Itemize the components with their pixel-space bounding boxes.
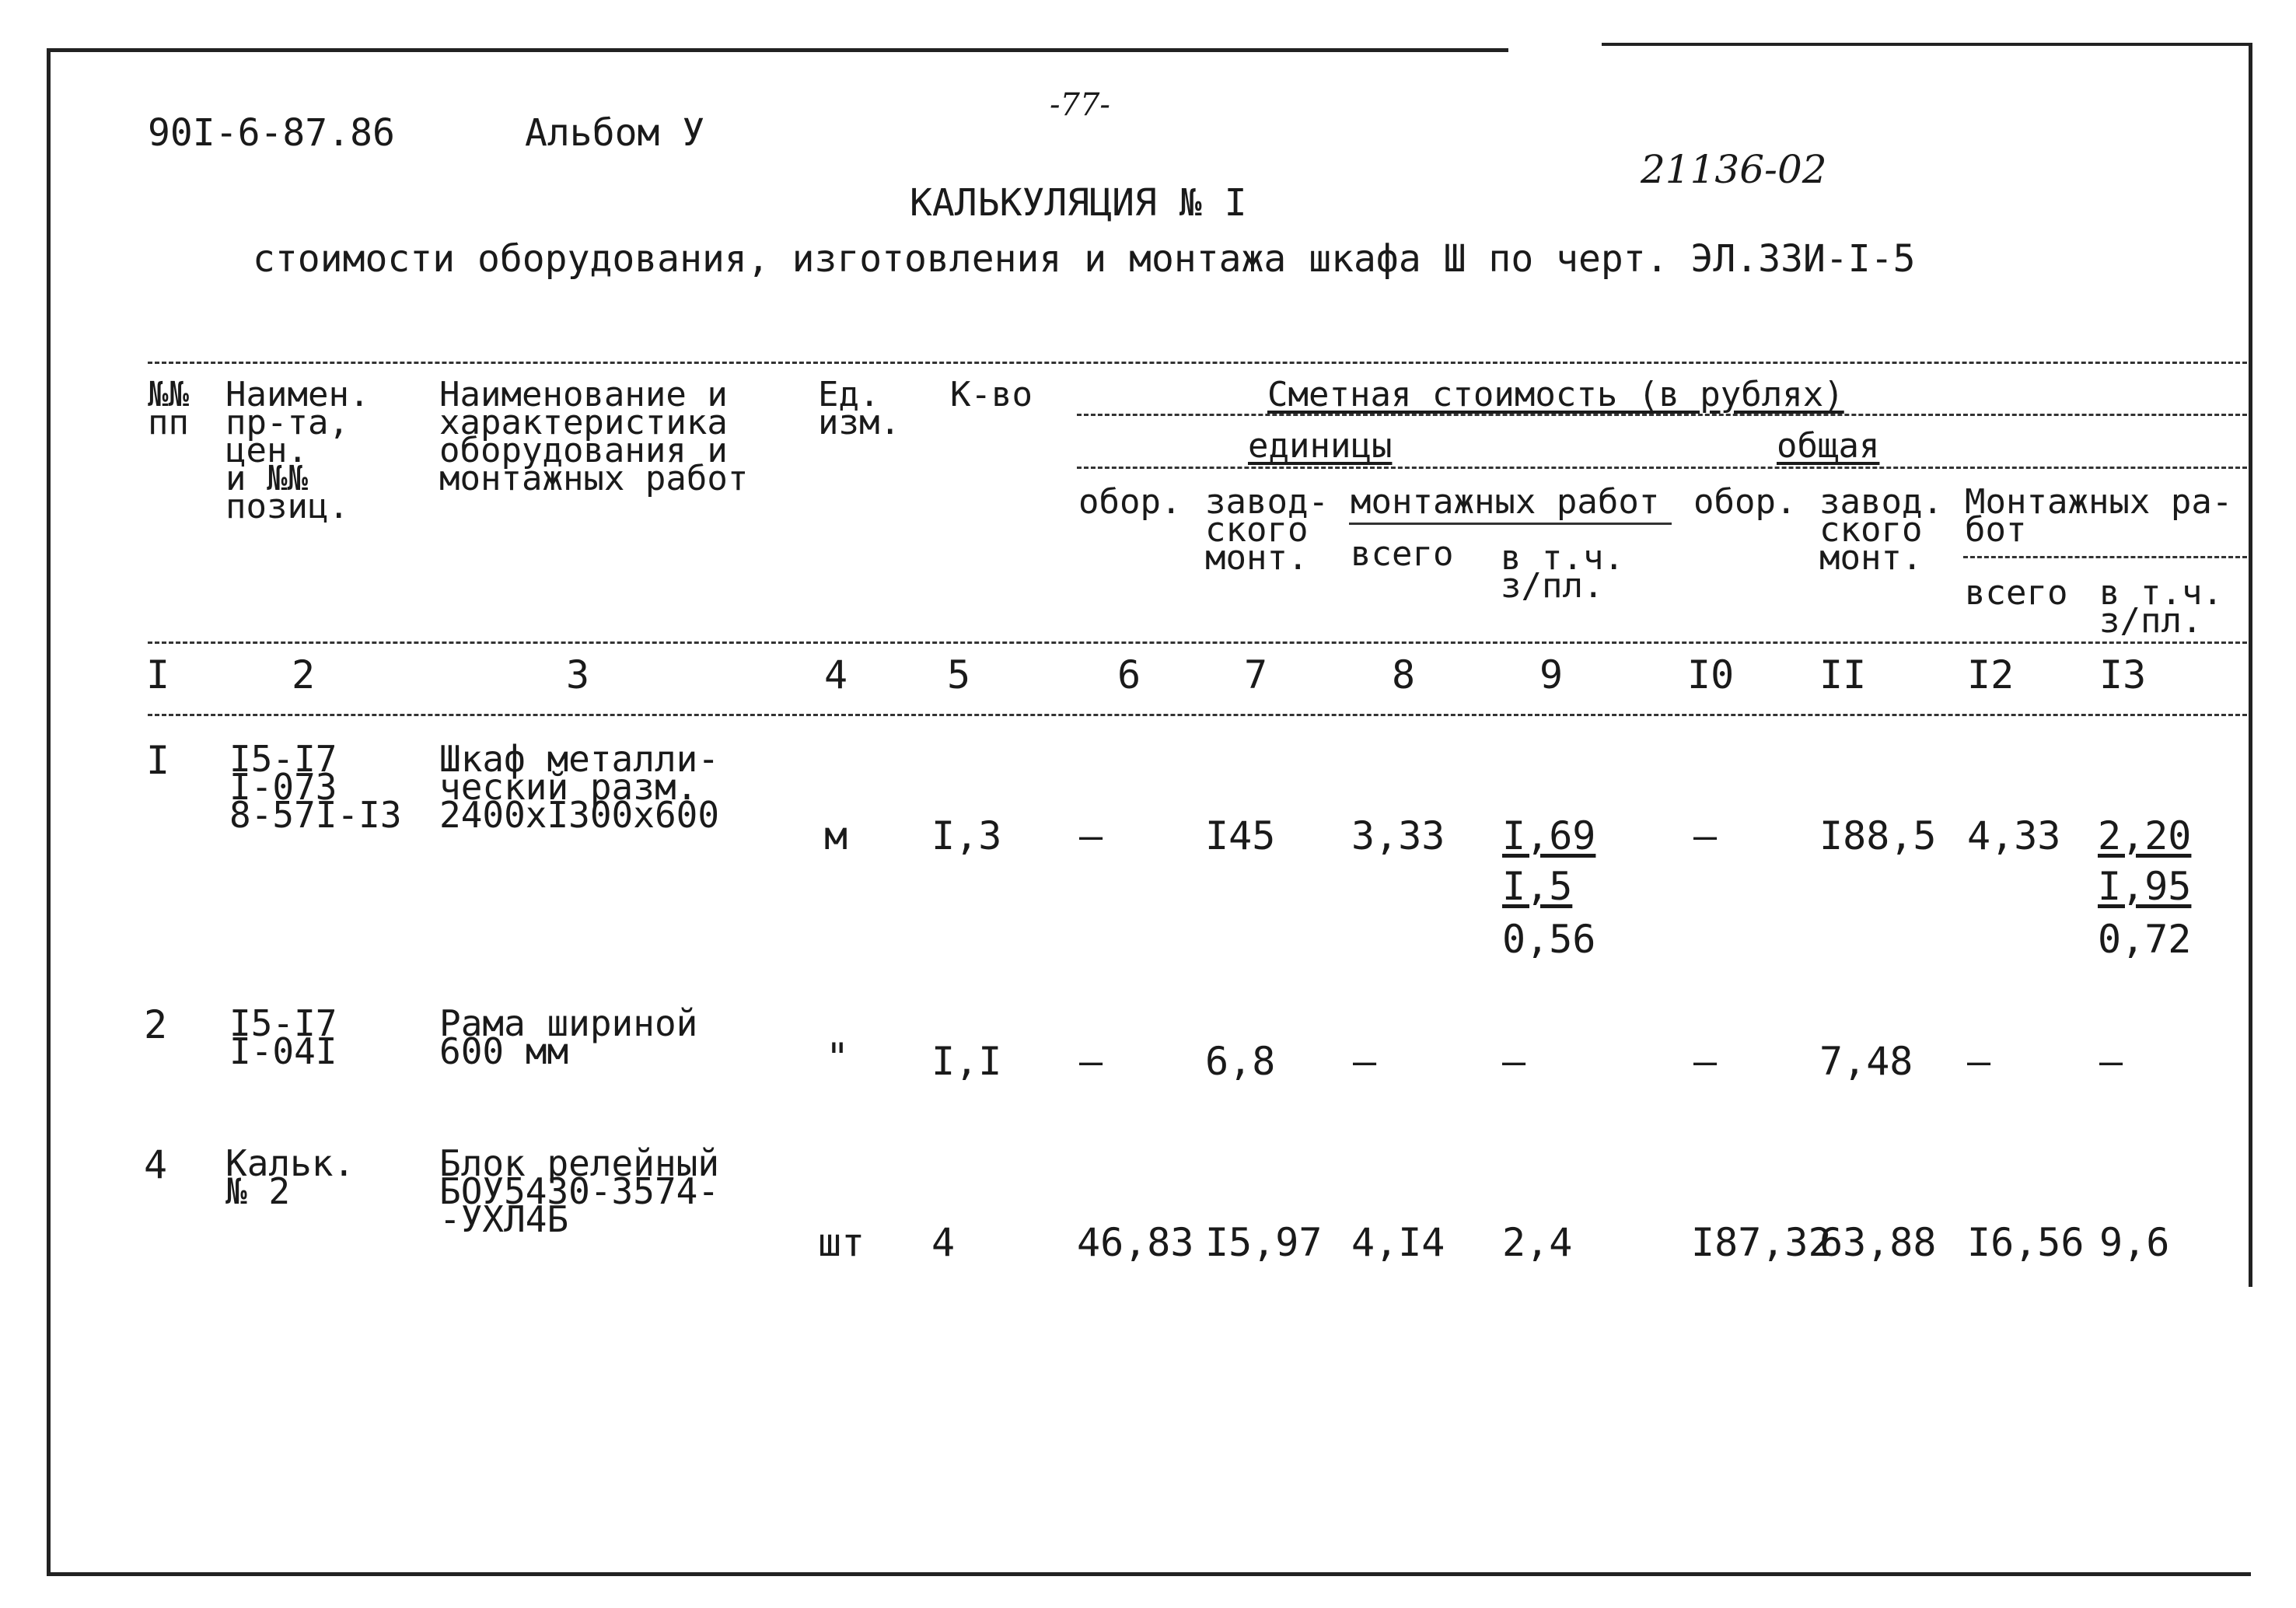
header-mont-total-wage: в т.ч. з/пл. xyxy=(2099,573,2223,641)
column-number: I xyxy=(146,652,170,697)
table-top-rule xyxy=(148,362,2247,364)
row-2-unit: " xyxy=(826,1035,850,1080)
row-2-mont-unit-wage: – xyxy=(1502,1039,1526,1084)
mont-total-rule xyxy=(1963,556,2247,558)
header-mont-unit: монтажных работ xyxy=(1351,482,1660,522)
row-1-mont-total-wage-2: I,95 xyxy=(2098,864,2192,909)
header-equipment-unit: обор. xyxy=(1078,482,1182,522)
column-number: 2 xyxy=(292,652,316,697)
column-number: II xyxy=(1819,652,1867,697)
row-2-mont-total-wage: – xyxy=(2099,1039,2123,1084)
column-number: 3 xyxy=(566,652,590,697)
row-2-mont-unit-total: – xyxy=(1353,1039,1377,1084)
frame-top-border-right xyxy=(1602,43,2251,46)
header-mont-total-a: Монтажных ра- xyxy=(1965,482,2233,522)
row-1-mont-unit-wage-1: I,69 xyxy=(1502,813,1596,858)
header-factory-unit: завод- ского монт. xyxy=(1205,482,1329,578)
row-1-mont-total-wage-3: 0,72 xyxy=(2098,917,2192,962)
row-1-unit: м xyxy=(824,813,848,858)
column-number: 8 xyxy=(1392,652,1416,697)
row-3-factory-unit: I5,97 xyxy=(1205,1220,1323,1265)
header-item-name: Наименование и характеристика оборудования и монтажных работ xyxy=(439,375,749,498)
row-2-number: 2 xyxy=(144,1002,168,1047)
row-1-qty: I,3 xyxy=(931,813,1002,858)
frame-top-border xyxy=(47,48,1508,52)
row-1-equip-total: – xyxy=(1693,813,1718,858)
row-1-name: Шкаф металли- ческий разм. 2400xI300x600 xyxy=(439,738,720,836)
header-mont-unit-wage: в т.ч. з/пл. xyxy=(1501,538,1624,606)
row-3-qty: 4 xyxy=(931,1220,956,1265)
column-number: 5 xyxy=(947,652,971,697)
row-2-equip-unit: – xyxy=(1079,1039,1103,1084)
row-1-mont-total: 4,33 xyxy=(1967,813,2061,858)
row-3-name: Блок релейный БОУ5430-3574- -УХЛ4Б xyxy=(439,1142,720,1240)
column-number: 7 xyxy=(1244,652,1268,697)
header-quantity: К-во xyxy=(950,375,1033,414)
row-2-factory-total: 7,48 xyxy=(1819,1039,1913,1084)
row-1-code: I5-I7 I-073 8-57I-I3 xyxy=(229,738,402,836)
row-1-number: I xyxy=(146,738,170,783)
row-3-code: Кальк. № 2 xyxy=(225,1142,355,1212)
document-subtitle: стоимости оборудования, изготовления и монтажа шкафа Ш по черт. ЭЛ.33И-I-5 xyxy=(253,237,1916,281)
row-2-mont-total: – xyxy=(1967,1039,1991,1084)
row-1-mont-unit-wage-2: I,5 xyxy=(1502,864,1573,909)
row-3-mont-total-wage: 9,6 xyxy=(2099,1220,2170,1265)
page-number: -77- xyxy=(1050,87,1110,123)
row-2-qty: I,I xyxy=(931,1039,1002,1084)
header-price-code: Наимен. пр-та, цен. и №№ позиц. xyxy=(225,375,370,526)
column-number: 4 xyxy=(824,652,848,697)
row-2-factory-unit: 6,8 xyxy=(1205,1039,1276,1084)
column-number: 6 xyxy=(1117,652,1141,697)
row-1-mont-unit-total: 3,33 xyxy=(1351,813,1445,858)
row-2-equip-total: – xyxy=(1693,1039,1718,1084)
frame-right-border xyxy=(2249,43,2252,1287)
row-3-unit: шт xyxy=(818,1220,865,1265)
row-3-number: 4 xyxy=(144,1142,168,1187)
column-number: 9 xyxy=(1539,652,1564,697)
row-1-factory-unit: I45 xyxy=(1205,813,1276,858)
doc-code: 90I-6-87.86 xyxy=(148,111,395,155)
header-unit: Ед. изм. xyxy=(818,375,900,442)
frame-bottom-border xyxy=(47,1572,2251,1576)
row-1-equip-unit: – xyxy=(1079,813,1103,858)
document-title: КАЛЬКУЛЯЦИЯ № I xyxy=(910,181,1247,225)
row-3-mont-unit-wage: 2,4 xyxy=(1502,1220,1573,1265)
unit-total-rule xyxy=(1077,467,2247,469)
inventory-number: 21136-02 xyxy=(1641,147,1827,192)
row-3-equip-total: I87,32 xyxy=(1691,1220,1832,1265)
row-2-code: I5-I7 I-04I xyxy=(229,1002,337,1072)
row-3-factory-total: 63,88 xyxy=(1819,1220,1937,1265)
header-factory-total: завод. ского монт. xyxy=(1819,482,1943,578)
mont-unit-underline xyxy=(1349,523,1672,525)
column-numbers-rule xyxy=(148,714,2247,716)
frame-left-border xyxy=(47,48,51,1576)
header-total-group: общая xyxy=(1777,426,1880,466)
header-mont-total-b: бот xyxy=(1965,510,2027,550)
header-bottom-rule xyxy=(148,641,2247,644)
header-unit-group: единицы xyxy=(1248,426,1393,466)
row-1-mont-unit-wage-3: 0,56 xyxy=(1502,917,1596,962)
header-row-number: №№ пп xyxy=(148,375,189,442)
header-mont-total: всего xyxy=(1965,573,2068,613)
column-number: I0 xyxy=(1687,652,1735,697)
column-number: I3 xyxy=(2099,652,2147,697)
row-3-mont-total: I6,56 xyxy=(1967,1220,2085,1265)
row-3-equip-unit: 46,83 xyxy=(1077,1220,1194,1265)
row-2-name: Рама шириной 600 мм xyxy=(439,1002,698,1072)
row-1-factory-total: I88,5 xyxy=(1819,813,1937,858)
header-cost-group: Сметная стоимость (в рублях) xyxy=(1267,375,1844,414)
column-number: I2 xyxy=(1967,652,2015,697)
header-equipment-total: обор. xyxy=(1693,482,1797,522)
row-1-mont-total-wage-1: 2,20 xyxy=(2098,813,2192,858)
album-label: Альбом У xyxy=(525,111,705,155)
row-3-mont-unit-total: 4,I4 xyxy=(1351,1220,1445,1265)
header-mont-unit-total: всего xyxy=(1351,534,1454,574)
